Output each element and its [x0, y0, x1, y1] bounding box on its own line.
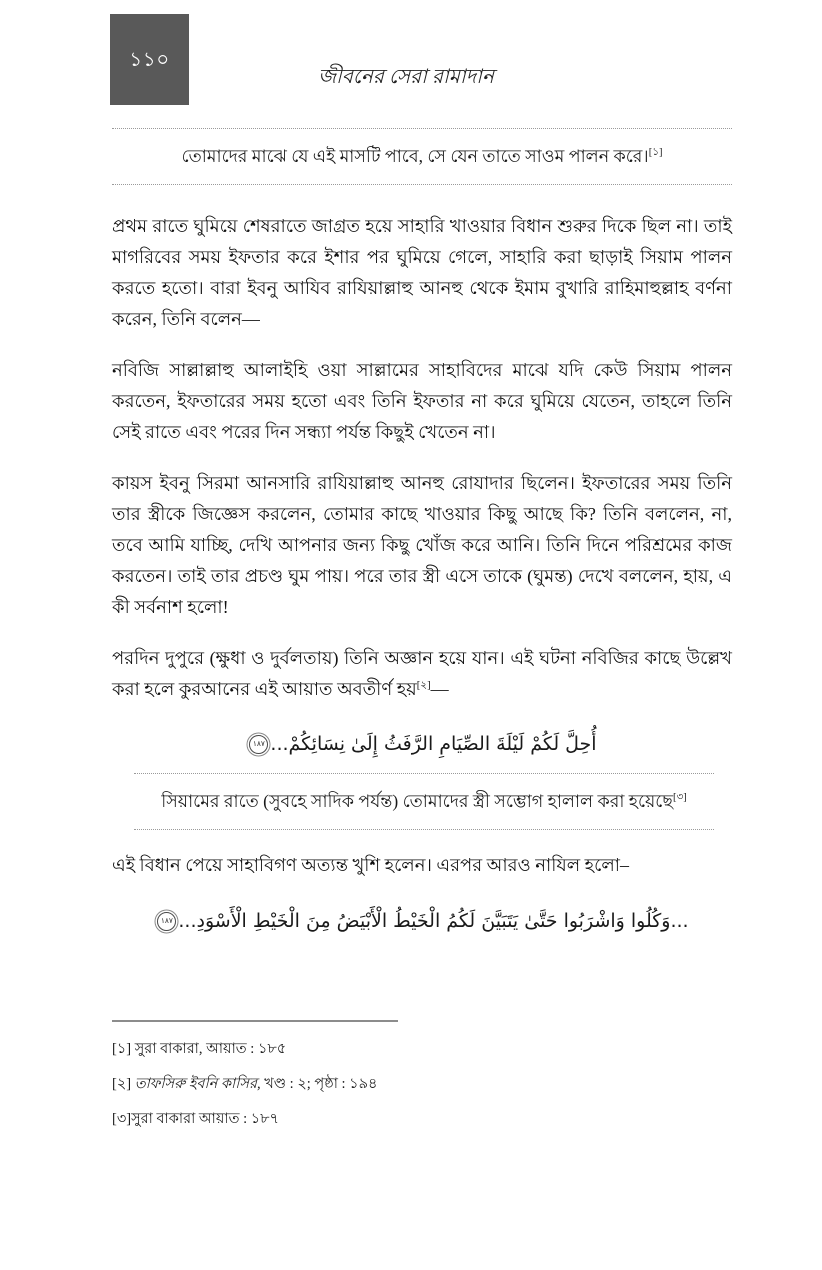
ayah-number-marker: ١٨٧	[249, 735, 268, 754]
book-title: জীবনের সেরা রামাদান	[318, 66, 494, 88]
paragraph-sahabi-practice: নবিজি সাল্লাল্লাহু আলাইহি ওয়া সাল্লামের সাহাবিদের মাঝে যদি কেউ সিয়াম পালন করতেন, ইফতারের সময় হতো এবং তিনি ইফতার না করে ঘুমিয়ে যেতেন, তাহলে তিনি সেই রাতে এবং পরের দিন সন্ধ্যা পর্যন্ত কিছুই খেতেন না।	[112, 359, 732, 442]
footnote-ref-1[interactable]: [১]	[648, 147, 663, 159]
footnotes-section	[112, 1020, 732, 1144]
footnote-text: খণ্ড : ২; পৃষ্ঠা : ১৯৪	[260, 1076, 378, 1093]
footnote-text: সুরা বাকারা, আয়াত : ১৮৫	[134, 1041, 287, 1057]
footnote-separator-rule	[112, 1020, 398, 1022]
paragraph-qays-ibn-sirma: কায়স ইবনু সিরমা আনসারি রাযিয়াল্লাহু আনহু রোযাদার ছিলেন। ইফতারের সময় তিনি তার স্ত্রীকে জিজ্ঞেস করলেন, তোমার কাছে খাওয়ার কিছু আছে কি? তিনি বললেন, না, তবে আমি যাচ্ছি, দেখি আপনার জন্য কিছু খোঁজ করে আনি। তিনি দিনে পরিশ্রমের কাজ করতেন। তাই তার প্রচণ্ড ঘুম পায়। পরে তার স্ত্রী এসে তাকে (ঘুমন্ত) দেখে বললেন, হায়, এ কী সর্বনাশ হলো!	[112, 472, 732, 617]
footnote-item-3	[112, 1108, 732, 1131]
page-number: ১১০	[129, 48, 170, 71]
arabic-verse-text: ...وَكُلُوا وَاشْرَبُوا حَتَّىٰ يَتَبَيَّنَ لَكُمُ الْخَيْطُ الْأَبْيَضُ مِنَ الْخَيْطِ الْأَسْوَدِ...	[178, 909, 689, 932]
quote-text	[118, 143, 726, 170]
paragraph-trailing-dash: —	[430, 678, 449, 699]
paragraph-body: পরদিন দুপুরে (ক্ষুধা ও দুর্বলতায়) তিনি অজ্ঞান হয়ে যান। এই ঘটনা নবিজির কাছে উল্লেখ করা হলে কুরআনের এই আয়াত অবতীর্ণ হয়	[112, 647, 732, 699]
footnote-text: সুরা বাকারা আয়াত : ১৮৭	[131, 1111, 279, 1128]
arabic-verse-baqarah-187-b	[112, 903, 732, 939]
quote-body: সিয়ামের রাতে (সুবহে সাদিক পর্যন্ত) তোমাদের স্ত্রী সম্ভোগ হালাল করা হয়েছে	[161, 790, 673, 811]
footnote-marker: [৩]	[112, 1111, 132, 1128]
paragraph-next-day-faint	[112, 643, 732, 705]
page-header	[0, 0, 822, 110]
footnote-item-2	[112, 1073, 732, 1096]
ayah-number-marker: ١٨٧	[157, 912, 176, 931]
footnote-ref-3[interactable]: [৩]	[672, 791, 687, 803]
footnote-item-1	[112, 1038, 732, 1061]
page-content	[112, 118, 732, 939]
quote-text	[140, 788, 708, 815]
quote-block-ayah-translation	[134, 773, 714, 830]
arabic-verse-baqarah-187-a	[112, 726, 732, 762]
footnote-marker: [২]	[112, 1076, 132, 1093]
arabic-verse-text: أُحِلَّ لَكُمْ لَيْلَةَ الصِّيَامِ الرَّفَثُ إِلَىٰ نِسَائِكُمْ...	[270, 733, 597, 756]
footnote-ref-2[interactable]: [২]	[416, 679, 431, 691]
quote-body: তোমাদের মাঝে যে এই মাসটি পাবে, সে যেন তাতে সাওম পালন করে।	[181, 146, 649, 166]
paragraph-sahri-ruling: প্রথম রাতে ঘুমিয়ে শেষরাতে জাগ্রত হয়ে সাহারি খাওয়ার বিধান শুরুর দিকে ছিল না। তাই মাগরিবের সময় ইফতার করে ইশার পর ঘুমিয়ে গেলে, সাহারি করা ছাড়াই সিয়াম পালন করতে হতো। বারা ইবনু আযিব রাযিয়াল্লাহু আনহু থেকে ইমাম বুখারি রাহিমাহুল্লাহ বর্ণনা করেন, তিনি বলেন—	[112, 216, 732, 329]
paragraph-sahaba-happy: এই বিধান পেয়ে সাহাবিগণ অত্যন্ত খুশি হলেন। এরপর আরও নাযিল হলো–	[112, 854, 629, 875]
footnote-marker: [১]	[112, 1041, 132, 1057]
footnote-source-title: তাফসিরু ইবনি কাসির,	[134, 1076, 261, 1093]
quote-block-hadith	[112, 128, 732, 185]
